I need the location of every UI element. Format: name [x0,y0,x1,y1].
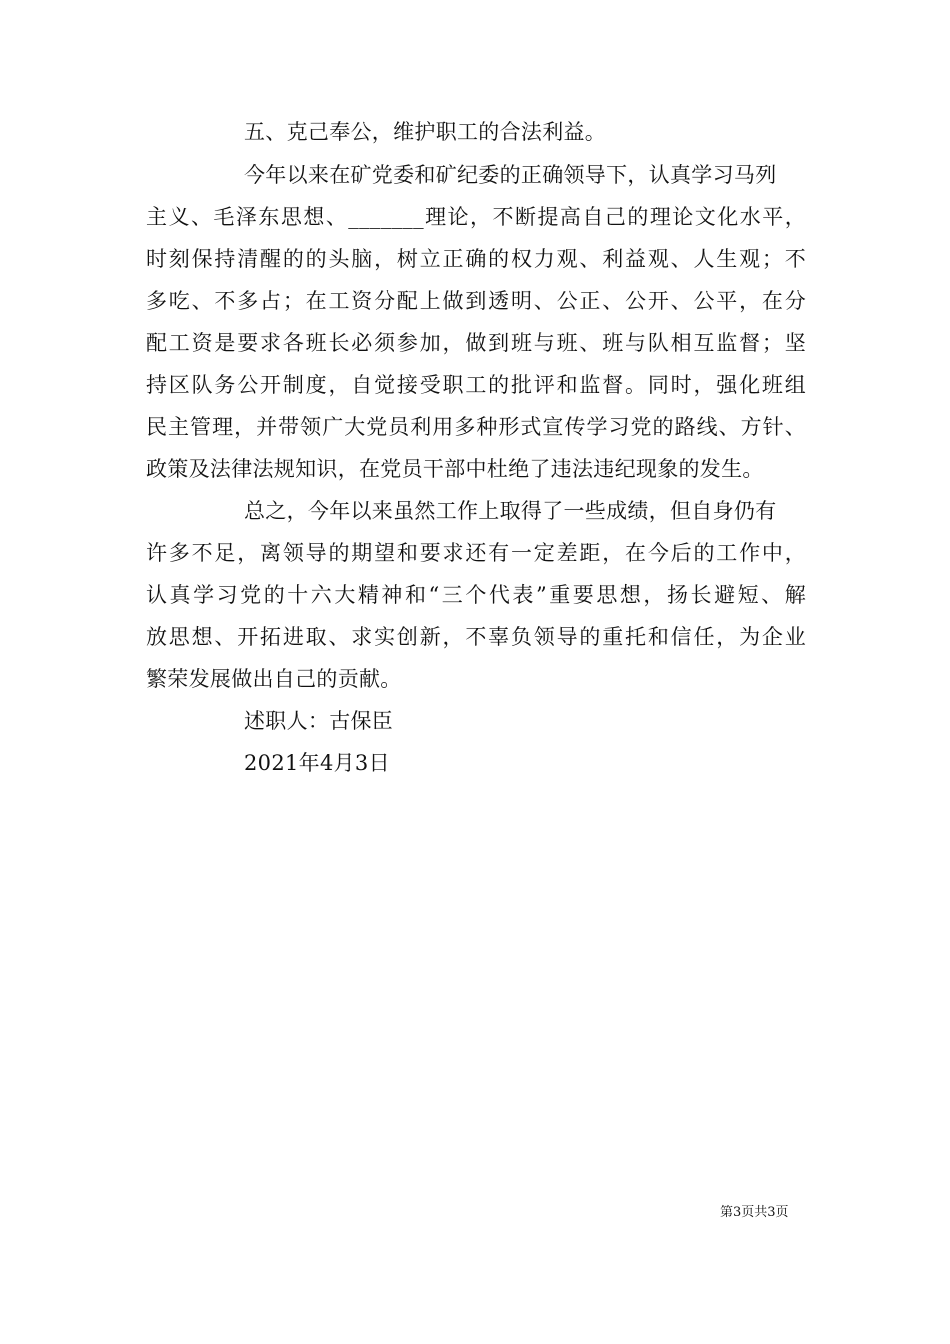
page-number-footer: 第3页共3页 [720,1205,789,1220]
paragraph-line: 民主管理，并带领广大党员利用多种形式宣传学习党的路线、方针、 [146,415,806,439]
paragraph-line: 放思想、开拓进取、求实创新，不辜负领导的重托和信任，为企业 [146,625,806,649]
paragraph-line: 时刻保持清醒的的头脑，树立正确的权力观、利益观、人生观；不 [146,247,806,271]
paragraph-line: 持区队务公开制度，自觉接受职工的批评和监督。同时，强化班组 [146,373,806,397]
paragraph-line: 政策及法律法规知识，在党员干部中杜绝了违法违纪现象的发生。 [146,457,764,481]
paragraph-line: 主义、毛泽东思想、_______理论，不断提高自己的理论文化水平， [146,205,806,229]
paragraph-line: 配工资是要求各班长必须参加，做到班与班、班与队相互监督；坚 [146,331,806,355]
paragraph-line: 许多不足，离领导的期望和要求还有一定差距，在今后的工作中， [146,541,806,565]
paragraph-line: 总之，今年以来虽然工作上取得了一些成绩，但自身仍有 [244,499,777,523]
paragraph-line: 认真学习党的十六大精神和“三个代表”重要思想，扬长避短、解 [146,583,806,607]
paragraph-line: 今年以来在矿党委和矿纪委的正确领导下，认真学习马列 [244,163,777,187]
paragraph-line: 多吃、不多占；在工资分配上做到透明、公正、公开、公平，在分 [146,289,806,313]
paragraph-line: 繁荣发展做出自己的贡献。 [146,667,402,691]
section-heading: 五、克己奉公，维护职工的合法利益。 [244,120,607,144]
signature-date: 2021年4月3日 [244,751,390,775]
signature-author: 述职人：古保臣 [244,709,394,733]
